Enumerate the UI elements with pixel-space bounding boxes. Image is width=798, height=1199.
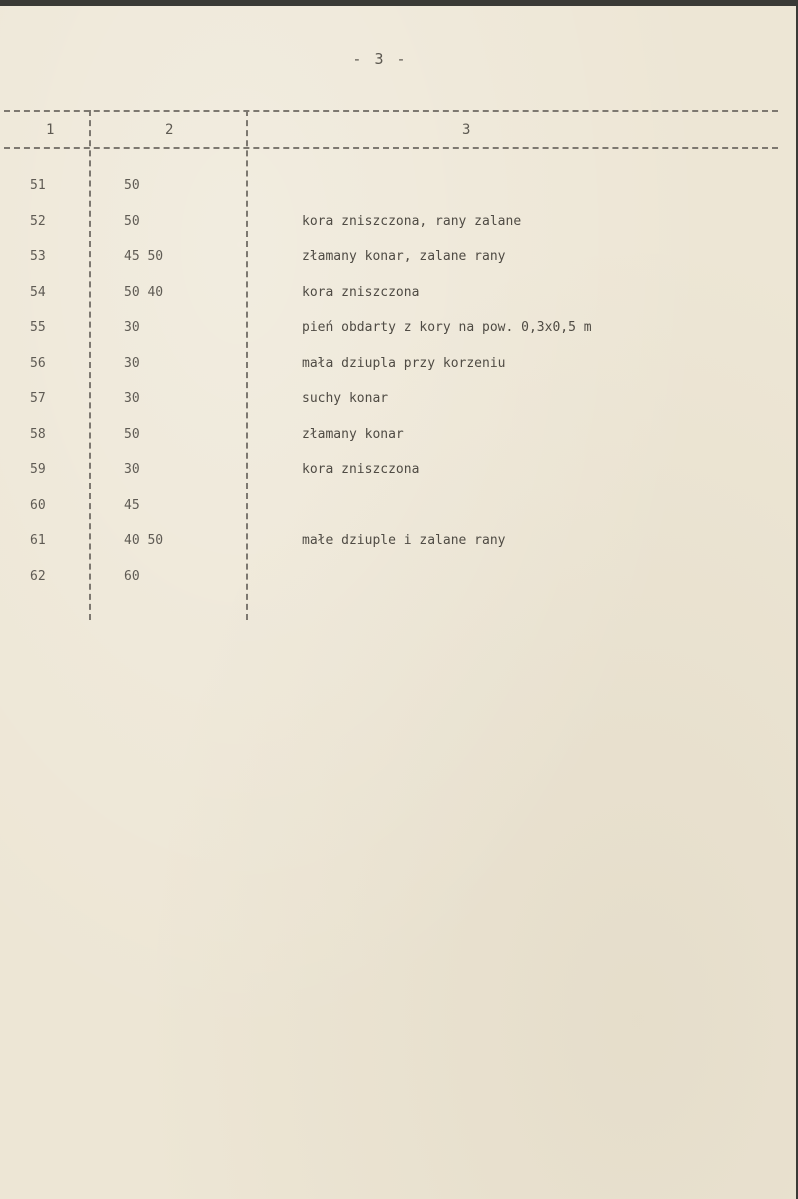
tree-circumference: 50 40 (124, 284, 164, 300)
tree-remarks: małe dziuple i zalane rany (302, 533, 506, 548)
tree-remarks: złamany konar (302, 426, 404, 442)
tree-circumference: 60 (124, 568, 140, 584)
table-top-rule (4, 110, 778, 112)
tree-number: 54 (30, 284, 46, 300)
tree-circumference: 40 50 (124, 533, 164, 548)
table-row (0, 455, 796, 491)
table-row (0, 420, 796, 456)
column-header-1: 1 (46, 122, 55, 138)
tree-number: 58 (30, 426, 46, 442)
tree-number: 59 (30, 462, 46, 477)
tree-number: 57 (30, 391, 46, 406)
tree-number: 52 (30, 213, 46, 229)
table-row (0, 526, 796, 562)
tree-circumference: 50 (124, 178, 140, 193)
tree-number: 62 (30, 568, 46, 584)
document-page (0, 6, 796, 1199)
tree-circumference: 30 (124, 320, 140, 335)
page-number: - 3 - (352, 50, 408, 68)
table-row (0, 207, 796, 243)
tree-number: 51 (30, 178, 46, 193)
tree-remarks: mała dziupla przy korzeniu (302, 355, 506, 371)
tree-circumference: 45 (124, 497, 140, 513)
tree-circumference: 30 (124, 462, 140, 477)
table-row (0, 313, 796, 349)
column-header-3: 3 (462, 122, 471, 138)
table-row (0, 242, 796, 278)
tree-circumference: 30 (124, 391, 140, 406)
table-header-rule (4, 147, 778, 149)
table-row (0, 491, 796, 527)
tree-number: 60 (30, 497, 46, 513)
table-row (0, 171, 796, 207)
table-row (0, 562, 796, 598)
table-row (0, 384, 796, 420)
tree-remarks: pień obdarty z kory na pow. 0,3x0,5 m (302, 320, 592, 335)
table-row (0, 349, 796, 385)
tree-number: 55 (30, 320, 46, 335)
table-row (0, 278, 796, 314)
tree-circumference: 30 (124, 355, 140, 371)
tree-remarks: kora zniszczona (302, 462, 420, 477)
tree-circumference: 50 (124, 213, 140, 229)
tree-remarks: kora zniszczona, rany zalane (302, 213, 522, 229)
tree-number: 56 (30, 355, 46, 371)
tree-circumference: 45 50 (124, 249, 164, 264)
tree-remarks: złamany konar, zalane rany (302, 249, 506, 264)
tree-number: 61 (30, 533, 46, 548)
column-header-2: 2 (165, 122, 174, 138)
tree-remarks: suchy konar (302, 391, 389, 406)
tree-number: 53 (30, 249, 46, 264)
tree-circumference: 50 (124, 426, 140, 442)
table-body (0, 171, 796, 597)
tree-remarks: kora zniszczona (302, 284, 420, 300)
